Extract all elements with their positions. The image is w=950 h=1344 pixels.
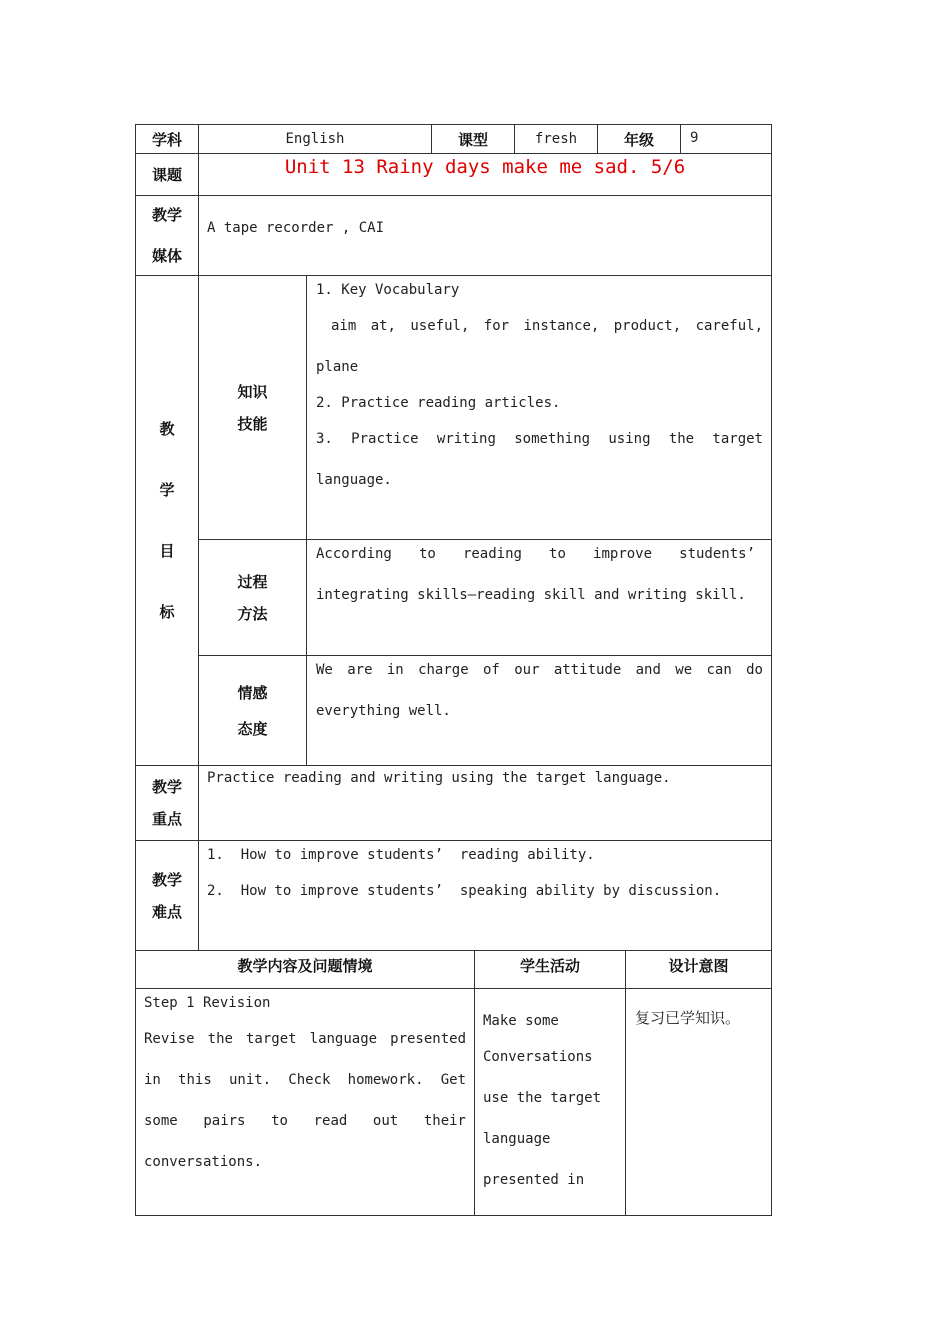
emotion-label-line-2: 态度 bbox=[237, 719, 268, 738]
key-points-label-line-1: 教学 bbox=[151, 778, 182, 796]
plan-content-cell bbox=[135, 988, 475, 1216]
knowledge-line-6: language. bbox=[316, 472, 392, 488]
knowledge-label bbox=[198, 275, 307, 540]
activity-line-3: use the target bbox=[483, 1090, 602, 1106]
plan-intent-cell: 复习已学知识。 bbox=[625, 988, 772, 1216]
subject-value: English bbox=[198, 124, 432, 154]
emotion-line-2: everything well. bbox=[316, 703, 451, 719]
process-label bbox=[198, 539, 307, 656]
page-title: Unit 13 Rainy days make me sad. 5/6 bbox=[284, 156, 686, 178]
plan-col-activity-header: 学生活动 bbox=[474, 950, 626, 989]
knowledge-label-line-2: 技能 bbox=[237, 414, 268, 433]
type-label: 课型 bbox=[431, 124, 515, 154]
knowledge-content bbox=[306, 275, 772, 540]
process-label-line-2: 方法 bbox=[237, 604, 268, 623]
difficulty-item-1: 1. How to improve students’ reading ability. bbox=[207, 847, 595, 863]
grade-label: 年级 bbox=[597, 124, 681, 154]
topic-cell bbox=[198, 153, 772, 196]
type-value: fresh bbox=[514, 124, 598, 154]
knowledge-line-1: 1. Key Vocabulary bbox=[316, 282, 460, 298]
step-title: Step 1 Revision bbox=[144, 995, 271, 1011]
activity-line-1: Make some bbox=[483, 1013, 559, 1029]
difficulty-item-2: 2. How to improve students’ speaking ability by discussion. bbox=[207, 883, 722, 899]
emotion-label-line-1: 情感 bbox=[237, 683, 268, 702]
knowledge-line-2: aim at, useful, for instance, product, careful, bbox=[331, 318, 763, 334]
subject-label: 学科 bbox=[135, 124, 199, 154]
key-points-label-line-2: 重点 bbox=[151, 810, 182, 828]
plan-content-line-3: some pairs to read out their bbox=[144, 1113, 466, 1129]
emotion-label bbox=[198, 655, 307, 766]
plan-content-line-4: conversations. bbox=[144, 1154, 263, 1170]
key-points-value: Practice reading and writing using the target language. bbox=[198, 765, 772, 841]
activity-line-5: presented in bbox=[483, 1172, 585, 1188]
emotion-content bbox=[306, 655, 772, 766]
process-label-line-1: 过程 bbox=[237, 572, 268, 591]
difficulties-label-line-2: 难点 bbox=[151, 902, 182, 921]
activity-line-4: language bbox=[483, 1131, 551, 1147]
plan-col-intent-header: 设计意图 bbox=[625, 950, 772, 989]
objectives-label-char-4: 标 bbox=[159, 602, 175, 621]
activity-line-2: Conversations bbox=[483, 1049, 593, 1065]
objectives-label-char-3: 目 bbox=[159, 541, 175, 560]
knowledge-line-5: 3. Practice writing something using the target bbox=[316, 431, 763, 447]
topic-label: 课题 bbox=[135, 153, 199, 196]
knowledge-line-3: plane bbox=[316, 359, 359, 375]
difficulties-content bbox=[198, 840, 772, 951]
process-line-1: According to reading to improve students’ bbox=[316, 546, 755, 562]
key-points-label bbox=[135, 765, 199, 841]
grade-value: 9 bbox=[680, 124, 772, 154]
knowledge-label-line-1: 知识 bbox=[237, 382, 268, 401]
process-content bbox=[306, 539, 772, 656]
plan-content-line-2: in this unit. Check homework. Get bbox=[144, 1072, 466, 1088]
media-value: A tape recorder , CAI bbox=[198, 195, 772, 276]
difficulties-label-line-1: 教学 bbox=[151, 870, 182, 889]
plan-activity-cell bbox=[474, 988, 626, 1216]
media-label-line-1: 教学 bbox=[151, 205, 182, 224]
process-line-2: integrating skills—reading skill and writing skill. bbox=[316, 587, 746, 603]
plan-col-content-header: 教学内容及问题情境 bbox=[135, 950, 475, 989]
difficulties-label bbox=[135, 840, 199, 951]
objectives-label-char-2: 学 bbox=[159, 480, 175, 499]
objectives-label-char-1: 教 bbox=[159, 419, 175, 438]
plan-content-line-1: Revise the target language presented bbox=[144, 1031, 466, 1047]
emotion-line-1: We are in charge of our attitude and we can do bbox=[316, 662, 763, 678]
media-label-line-2: 媒体 bbox=[151, 246, 182, 265]
media-label bbox=[135, 195, 199, 276]
knowledge-line-4: 2. Practice reading articles. bbox=[316, 395, 561, 411]
objectives-label bbox=[135, 275, 199, 766]
